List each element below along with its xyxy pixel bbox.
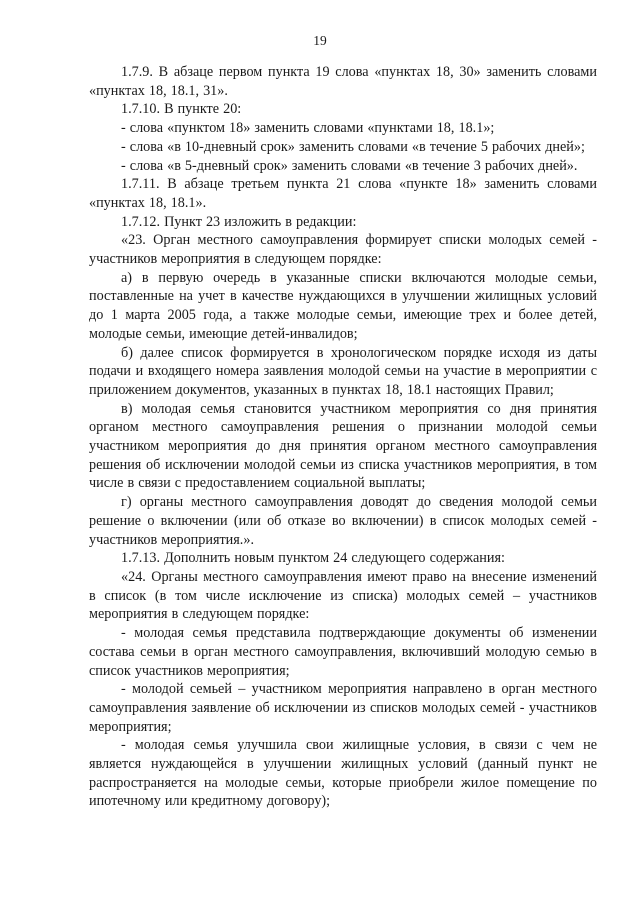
clause-23-intro: «23. Орган местного самоуправления формирует списки молодых семей - участников мероприятия в следующем порядке: [89,232,597,268]
paragraph-1-7-9: 1.7.9. В абзаце первом пункта 19 слова «пунктах 18, 30» заменить словами «пунктах 18, 18.1, 31». [89,64,597,99]
clause-23-g: г) органы местного самоуправления доводят до сведения молодой семьи решение о включении (или об отказе во включении) в список молодых семей - участников мероприятия.». [89,494,597,548]
clause-23-a: а) в первую очередь в указанные списки включаются молодые семьи, поставленные на учет в качестве нуждающихся в улучшении жилищных условий до 1 марта 2005 года, а также молодые семьи, имеющие трех и более детей, молодые семьи, имеющие детей-инвалидов; [89,269,597,342]
paragraph-1-7-13: 1.7.13. Дополнить новым пунктом 24 следующего содержания: [121,550,505,567]
paragraph-1-7-11: 1.7.11. В абзаце третьем пункта 21 слова «пункте 18» заменить словами «пунктах 18, 18.1». [89,176,597,211]
list-item: - слова «в 5-дневный срок» заменить словами «в течение 3 рабочих дней». [121,157,578,174]
list-item: - слова «в 10-дневный срок» заменить словами «в течение 5 рабочих дней»; [121,138,585,155]
list-item: - молодая семья представила подтверждающие документы об изменении состава семьи в орган местного самоуправления, включивший молодую семью в список участников мероприятия; [89,625,597,679]
list-item: - молодой семьей – участником мероприятия направлено в орган местного самоуправления заявление об исключении из списков молодых семей - участников мероприятия; [89,681,597,735]
list-item: - слова «пунктом 18» заменить словами «пунктами 18, 18.1»; [121,120,495,137]
list-item: - молодая семья улучшила свои жилищные условия, в связи с чем не является нуждающейся в улучшении жилищных условий (данный пункт не распространяется на молодые семьи, которые приобрели жилое помещение по ипотечному или кредитному договору); [89,737,597,810]
page-number: 19 [313,33,327,48]
document-body [89,63,597,811]
clause-24-intro: «24. Органы местного самоуправления имеют право на внесение изменений в список (в том числе исключение из списка) молодых семей – участников мероприятия в следующем порядке: [89,568,597,623]
paragraph-1-7-10: 1.7.10. В пункте 20: [121,101,242,118]
clause-23-b: б) далее список формируется в хронологическом порядке исходя из даты подачи и входящего номера заявления молодой семьи на участие в мероприятии с приложением документов, указанных в пунктах 18, 18.1 настоящих Правил; [89,344,597,398]
clause-23-v: в) молодая семья становится участником мероприятия со дня принятия органом местного самоуправления решения о признании молодой семьи участником мероприятия до дня принятия органом местного самоуправления решения об исключении молодой семьи из списка участников мероприятия, в том числе в связи с предоставлением социальной выплаты; [89,400,597,492]
paragraph-1-7-12: 1.7.12. Пункт 23 изложить в редакции: [121,213,357,230]
